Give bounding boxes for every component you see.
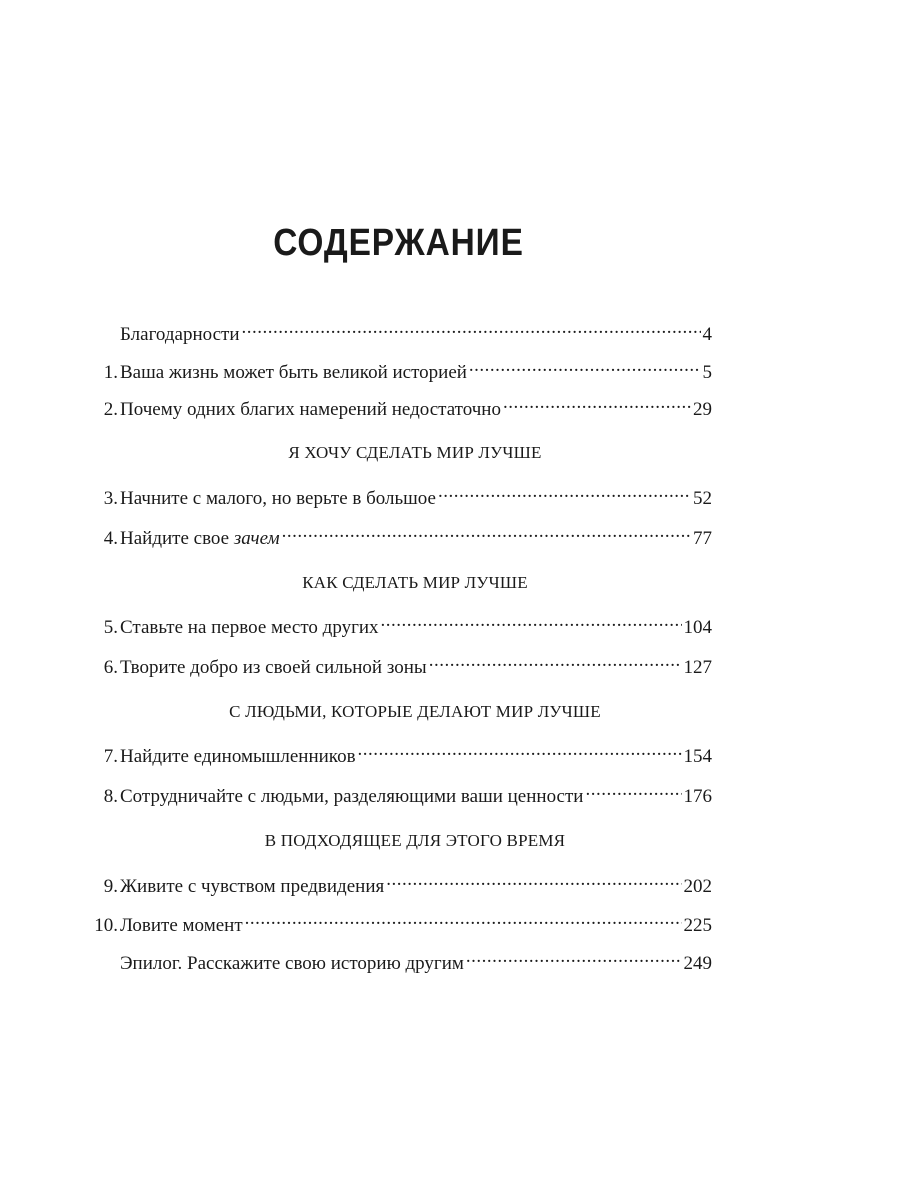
page-number: 249 [683, 953, 712, 974]
chapter-title: Ставьте на первое место других [120, 617, 379, 638]
dot-leader [381, 611, 682, 633]
section-heading: Я ХОЧУ СДЕЛАТЬ МИР ЛУЧШЕ [288, 443, 542, 462]
dot-leader [242, 318, 701, 340]
dot-leader [503, 393, 691, 415]
dot-leader [466, 947, 682, 969]
page-number: 52 [693, 488, 712, 509]
dot-leader [469, 356, 701, 378]
chapter-number: 9. [103, 876, 118, 897]
page-number: 127 [683, 657, 712, 678]
chapter-number: 4. [103, 528, 118, 549]
chapter-number: 8. [103, 786, 118, 807]
chapter-number: 5. [103, 617, 118, 638]
toc-entry-chapter-9 [85, 870, 712, 897]
chapter-title: Найдите единомышленников [120, 746, 356, 767]
chapter-title: Ловите момент [120, 915, 243, 936]
chapter-title: Творите добро из своей сильной зоны [120, 657, 427, 678]
section-heading: В ПОДХОДЯЩЕЕ ДЛЯ ЭТОГО ВРЕМЯ [264, 831, 566, 850]
page-number: 5 [702, 362, 712, 383]
chapter-title: Ваша жизнь может быть великой историей [120, 362, 467, 383]
toc-entry-acknowledgements [85, 318, 712, 345]
chapter-title-plain: Найдите свое [120, 528, 230, 549]
chapter-number: 2. [103, 399, 118, 420]
chapter-number: 6. [103, 657, 118, 678]
toc-entry-epilogue [85, 947, 712, 974]
chapter-title-italic: зачем [233, 528, 280, 549]
toc-entry-chapter-1 [85, 356, 712, 383]
chapter-number: 10. [94, 915, 118, 936]
toc-entry-chapter-4 [85, 522, 712, 549]
chapter-title: Живите с чувством предвидения [120, 876, 385, 897]
toc-entry-chapter-5 [85, 611, 712, 638]
dot-leader [245, 909, 682, 931]
page-number: 29 [693, 399, 712, 420]
toc-entry-chapter-7 [85, 740, 712, 767]
page-title: СОДЕРЖАНИЕ [273, 222, 524, 264]
toc-entry-chapter-6 [85, 651, 712, 678]
chapter-number: 7. [103, 746, 118, 767]
chapter-number: 3. [103, 488, 118, 509]
chapter-title: Благодарности [120, 324, 240, 345]
page-number: 4 [702, 324, 712, 345]
page-number: 225 [683, 915, 712, 936]
chapter-title: Начните с малого, но верьте в большое [120, 488, 436, 509]
page-number: 104 [683, 617, 712, 638]
page-number: 154 [683, 746, 712, 767]
toc-entry-chapter-8 [85, 780, 712, 807]
section-heading: С ЛЮДЬМИ, КОТОРЫЕ ДЕЛАЮТ МИР ЛУЧШЕ [229, 702, 601, 721]
chapter-number: 1. [103, 362, 118, 383]
page-number: 176 [683, 786, 712, 807]
toc-entry-chapter-2 [85, 393, 712, 420]
section-heading: КАК СДЕЛАТЬ МИР ЛУЧШЕ [302, 573, 528, 592]
dot-leader [585, 780, 681, 802]
dot-leader [358, 740, 682, 762]
dot-leader [386, 870, 681, 892]
chapter-title: Эпилог. Расскажите свою историю другим [120, 953, 464, 974]
dot-leader [429, 651, 682, 673]
dot-leader [282, 522, 691, 544]
page-number: 77 [693, 528, 712, 549]
chapter-title [118, 528, 280, 550]
chapter-title: Сотрудничайте с людьми, разделяющими ваши ценности [120, 786, 584, 807]
dot-leader [438, 482, 691, 504]
page-number: 202 [683, 876, 712, 897]
toc-entry-chapter-10 [85, 909, 712, 936]
chapter-title: Почему одних благих намерений недостаточно [120, 399, 501, 420]
toc-entry-chapter-3 [85, 482, 712, 509]
